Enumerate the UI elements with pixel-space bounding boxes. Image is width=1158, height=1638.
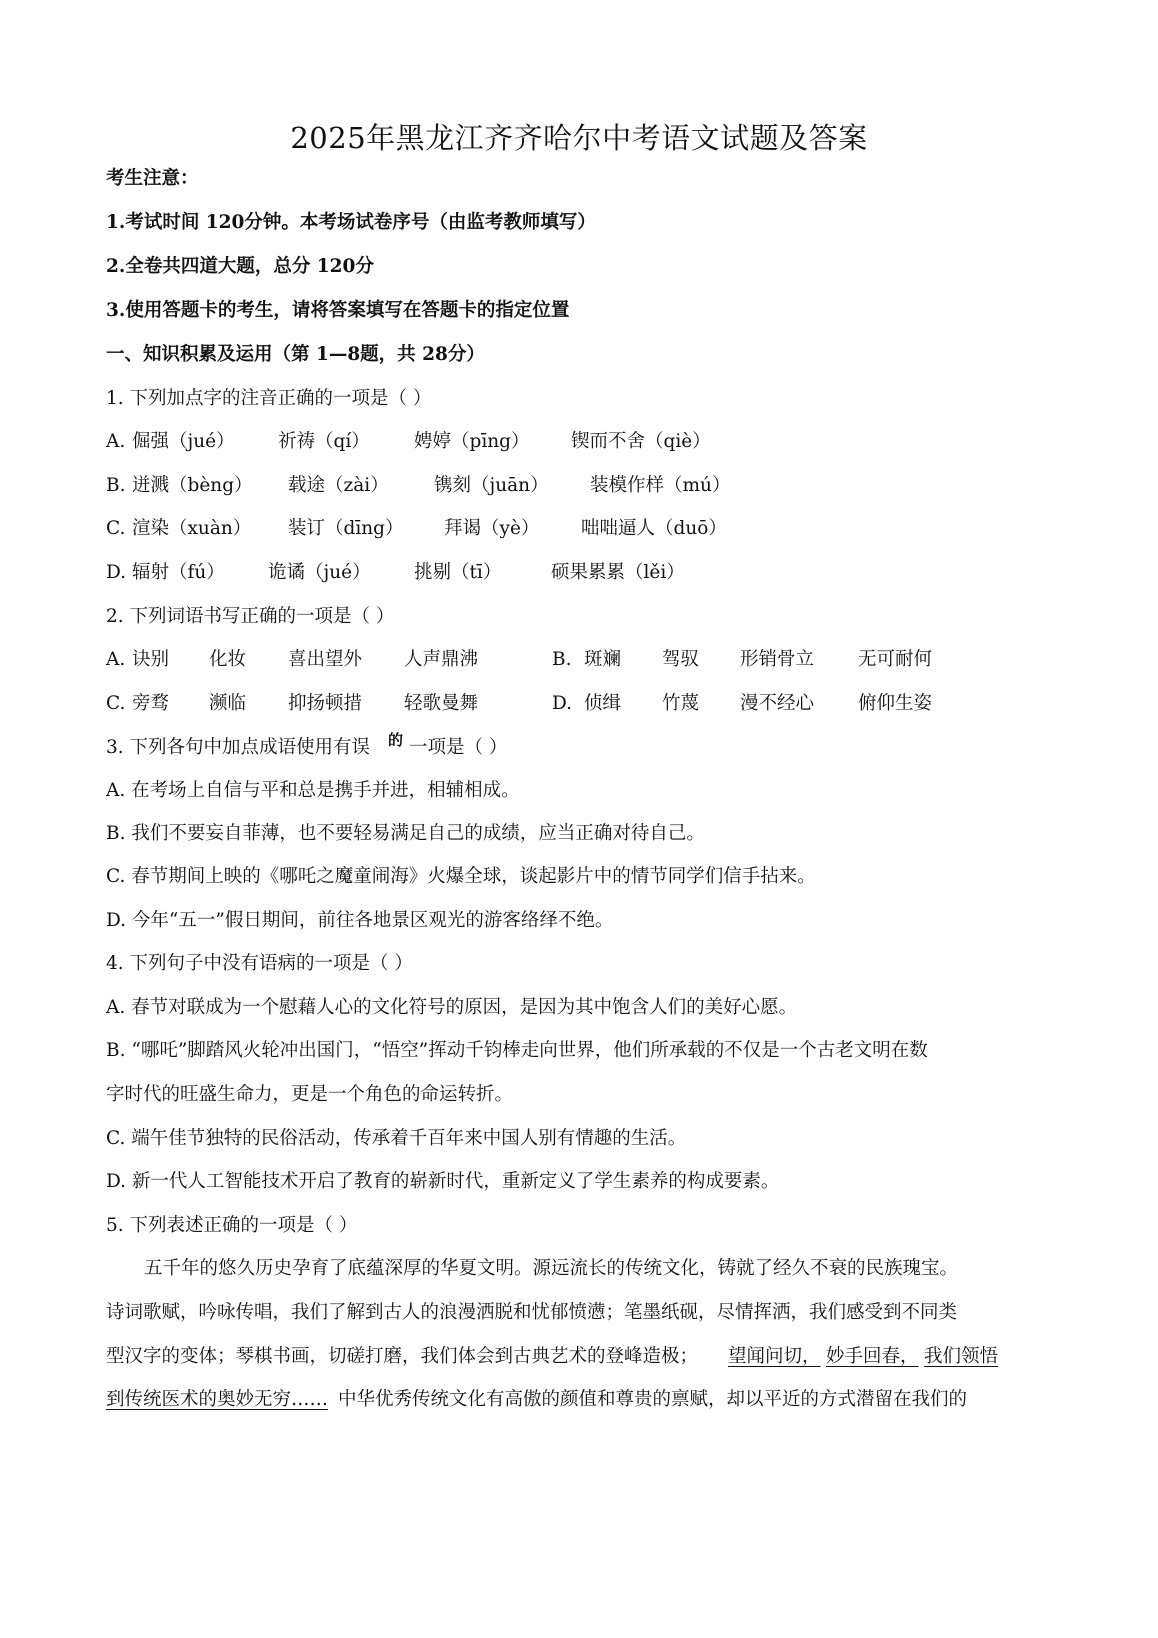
option-item: 轻歌曼舞 — [404, 693, 479, 714]
option-item: 喜出望外 — [288, 649, 363, 670]
option-label: D. — [106, 562, 127, 583]
section-heading: 一、知识积累及运用（第 1—8题，共 28分） — [106, 344, 485, 365]
option-label: A. — [106, 649, 126, 670]
option-item: 人声鼎沸 — [404, 649, 479, 670]
option-item: 载途（zài） — [288, 475, 389, 496]
option-item: 咄咄逼人（duō） — [581, 518, 727, 539]
notice-item-1: 1.考试时间 120分钟。本考场试卷序号（由监考教师填写） — [106, 212, 596, 233]
option-label: C. — [106, 518, 126, 539]
q3-option-d: D. 今年“五一”假日期间，前往各地景区观光的游客络绎不绝。 — [106, 910, 614, 931]
underlined-text: 望闻问切， — [728, 1346, 821, 1367]
option-item: 镌刻（juān） — [434, 475, 549, 496]
passage-line-4 — [106, 1387, 1056, 1413]
option-item: 诀别 — [132, 649, 170, 670]
option-item: 竹蔑 — [662, 693, 700, 714]
passage-text: 中华优秀传统文化有高傲的颜值和尊贵的禀赋，却以平近的方式潜留在我们的 — [338, 1389, 968, 1410]
q4-option-a: A. 春节对联成为一个慰藉人心的文化符号的原因，是因为其中饱含人们的美好心愿。 — [106, 997, 798, 1018]
option-item: 挑剔（tī） — [414, 562, 502, 583]
option-item: 漫不经心 — [740, 693, 815, 714]
q3-option-a: A. 在考场上自信与平和总是携手并进，相辅相成。 — [106, 780, 520, 801]
q4-option-b-cont: 字时代的旺盛生命力，更是一个角色的命运转折。 — [106, 1084, 514, 1105]
stem-part: 一项是（ ） — [409, 737, 508, 758]
question-1-stem: 1. 下列加点字的注音正确的一项是（ ） — [106, 388, 432, 409]
passage-line-1: 五千年的悠久历史孕育了底蕴深厚的华夏文明。源远流长的传统文化，铸就了经久不衰的民族瑰宝。 — [144, 1258, 959, 1279]
q3-option-c: C. 春节期间上映的《哪吒之魔童闹海》火爆全球，谈起影片中的情节同学们信手拈来。 — [106, 866, 816, 887]
option-item: 娉婷（pīng） — [414, 431, 530, 452]
q1-option-c — [106, 516, 1056, 542]
option-item: 渲染（xuàn） — [132, 518, 252, 539]
q2-options-ab — [106, 647, 1056, 673]
question-2-stem: 2. 下列词语书写正确的一项是（ ） — [106, 606, 395, 627]
option-item: 俯仰生姿 — [858, 693, 933, 714]
option-item: 无可耐何 — [858, 649, 933, 670]
option-item: 锲而不舍（qiè） — [571, 431, 711, 452]
question-4-stem: 4. 下列句子中没有语病的一项是（ ） — [106, 953, 413, 974]
option-item: 诡谲（jué） — [268, 562, 371, 583]
q3-option-b: B. 我们不要妄自菲薄，也不要轻易满足自己的成绩，应当正确对待自己。 — [106, 823, 705, 844]
stem-part: 3. 下列各句中加点成语使用有误 — [106, 737, 371, 758]
stem-part: 的 — [388, 731, 404, 749]
q4-option-b: B. “哪吒”脚踏风火轮冲出国门，“悟空”挥动千钧棒走向世界，他们所承载的不仅是一个古老文明在数 — [106, 1040, 928, 1061]
option-label: A. — [106, 431, 126, 452]
q1-option-d — [106, 560, 1056, 586]
q4-option-d: D. 新一代人工智能技术开启了教育的崭新时代，重新定义了学生素养的构成要素。 — [106, 1171, 780, 1192]
notice-item-2: 2.全卷共四道大题，总分 120分 — [106, 256, 374, 277]
underlined-text: 到传统医术的奥妙无穷…… — [106, 1389, 329, 1410]
passage-text: 型汉字的变体；琴棋书画，切磋打磨，我们体会到古典艺术的登峰造极； — [106, 1346, 699, 1367]
option-item: 化妆 — [209, 649, 247, 670]
passage-line-3 — [106, 1344, 1056, 1370]
option-label: C. — [106, 693, 126, 714]
notice-item-3: 3.使用答题卡的考生，请将答案填写在答题卡的指定位置 — [106, 300, 570, 321]
underlined-text: 我们领悟 — [924, 1346, 999, 1367]
q2-options-cd — [106, 691, 1056, 717]
option-item: 旁骛 — [132, 693, 170, 714]
passage-line-2: 诗词歌赋，吟咏传唱，我们了解到古人的浪漫洒脱和忧郁愤懑；笔墨纸砚，尽情挥洒，我们感受到不同类 — [106, 1302, 958, 1323]
option-item: 祈祷（qí） — [278, 431, 370, 452]
option-item: 硕果累累（lěi） — [551, 562, 685, 583]
underlined-text: 妙手回春， — [826, 1346, 919, 1367]
option-item: 装订（dīng） — [288, 518, 404, 539]
option-item: 倔强（jué） — [132, 431, 235, 452]
notice-heading: 考生注意： — [106, 168, 199, 189]
page-title: 2025年黑龙江齐齐哈尔中考语文试题及答案 — [290, 121, 868, 155]
option-label: D. — [552, 693, 573, 714]
option-item: 迸溅（bèng） — [132, 475, 253, 496]
question-3-stem — [106, 731, 706, 761]
question-5-stem: 5. 下列表述正确的一项是（ ） — [106, 1215, 358, 1236]
option-label: B. — [552, 649, 572, 670]
q1-option-a — [106, 429, 1056, 455]
option-item: 驾驭 — [662, 649, 700, 670]
q1-option-b — [106, 473, 1056, 499]
q4-option-c: C. 端午佳节独特的民俗活动，传承着千百年来中国人别有情趣的生活。 — [106, 1128, 687, 1149]
option-item: 斑斓 — [584, 649, 622, 670]
option-item: 侦缉 — [584, 693, 622, 714]
option-item: 抑扬顿措 — [288, 693, 363, 714]
option-item: 装模作样（mú） — [590, 475, 731, 496]
option-item: 辐射（fú） — [132, 562, 225, 583]
option-item: 拜谒（yè） — [444, 518, 540, 539]
option-item: 形销骨立 — [740, 649, 815, 670]
option-item: 濒临 — [209, 693, 247, 714]
option-label: B. — [106, 475, 126, 496]
